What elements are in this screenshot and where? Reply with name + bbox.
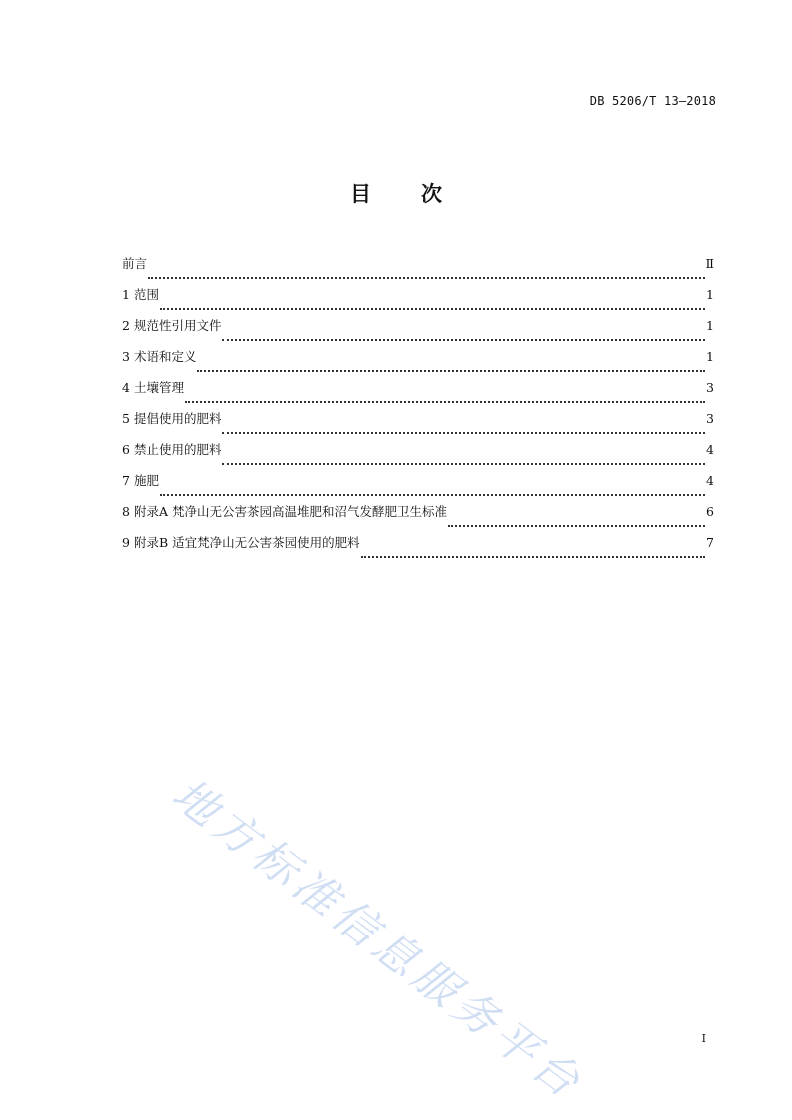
toc-entry-label: 附录B 适宜梵净山无公害茶园使用的肥料 (133, 535, 360, 550)
title-char-right: 次 (421, 182, 442, 206)
toc-entry-page: Ⅱ (705, 256, 714, 271)
toc-entry-number: 5 (122, 411, 134, 426)
dot-leader (185, 400, 705, 403)
toc-entry-number: 9 (122, 535, 134, 550)
dot-leader (222, 431, 705, 434)
toc-entry-label: 土壤管理 (133, 380, 184, 395)
toc-entry-label: 附录A 梵净山无公害茶园高温堆肥和沼气发酵肥卫生标准 (133, 504, 447, 519)
toc-entry-number: 8 (122, 504, 134, 519)
toc-entry-label: 规范性引用文件 (133, 318, 222, 333)
toc-entry-page: 1 (706, 318, 714, 333)
toc-entry-scope[interactable] (122, 285, 714, 316)
dot-leader (197, 369, 705, 372)
toc-entry-normative-references[interactable] (122, 316, 714, 347)
dot-leader (361, 555, 705, 558)
toc-entry-label: 前言 (122, 256, 148, 271)
toc-entry-label: 施肥 (133, 473, 159, 488)
toc-entry-label: 禁止使用的肥料 (133, 442, 222, 457)
toc-entry-terms-definitions[interactable] (122, 347, 714, 378)
toc-entry-label: 术语和定义 (133, 349, 197, 364)
toc-entry-recommended-fertilizers[interactable] (122, 409, 714, 440)
toc-entry-preface[interactable] (122, 254, 714, 285)
toc-entry-page: 4 (706, 473, 714, 488)
toc-entry-page: 4 (706, 442, 714, 457)
toc-entry-page: 6 (706, 504, 714, 519)
toc-entry-page: 1 (706, 287, 714, 302)
toc-entry-label: 范围 (133, 287, 159, 302)
page-number: I (701, 1032, 706, 1045)
toc-entry-number: 7 (122, 473, 134, 488)
table-of-contents (122, 254, 714, 564)
toc-entry-number: 6 (122, 442, 134, 457)
toc-entry-number: 3 (122, 349, 134, 364)
watermark: 地方标准信息服务平台 (162, 768, 593, 1111)
dot-leader (160, 493, 705, 496)
toc-entry-prohibited-fertilizers[interactable] (122, 440, 714, 471)
toc-entry-number: 4 (122, 380, 134, 395)
toc-entry-number: 2 (122, 318, 134, 333)
page-title (0, 178, 792, 208)
toc-entry-soil-management[interactable] (122, 378, 714, 409)
dot-leader (222, 462, 705, 465)
toc-entry-page: 3 (706, 380, 714, 395)
title-char-left: 目 (350, 182, 371, 206)
toc-entry-appendix-a[interactable] (122, 502, 714, 533)
toc-entry-label: 提倡使用的肥料 (133, 411, 222, 426)
toc-entry-fertilization[interactable] (122, 471, 714, 502)
dot-leader (160, 307, 705, 310)
toc-entry-number: 1 (122, 287, 134, 302)
document-id: DB 5206/T 13—2018 (589, 94, 716, 108)
toc-entry-page: 7 (706, 535, 714, 550)
toc-entry-page: 1 (706, 349, 714, 364)
toc-entry-appendix-b[interactable] (122, 533, 714, 564)
toc-entry-page: 3 (706, 411, 714, 426)
dot-leader (148, 276, 704, 279)
dot-leader (222, 338, 705, 341)
dot-leader (448, 524, 705, 527)
